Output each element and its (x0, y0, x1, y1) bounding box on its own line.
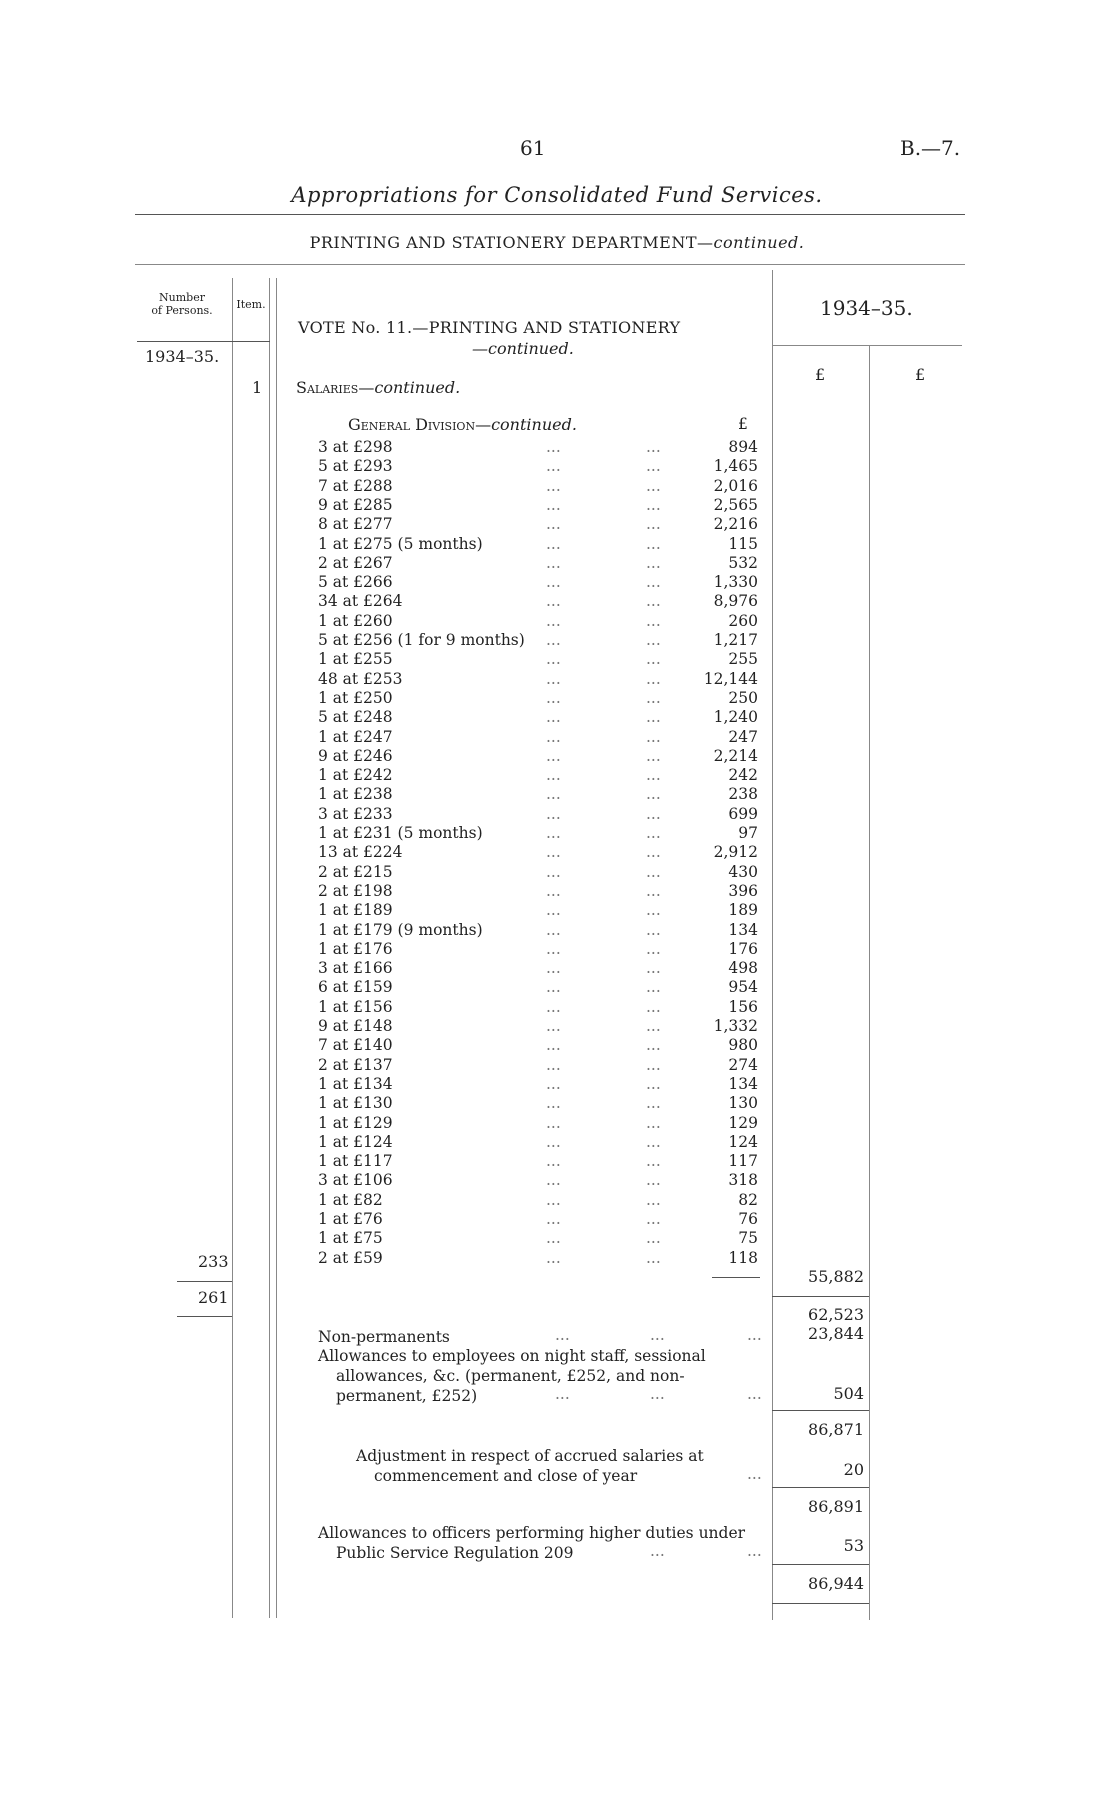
persons-total: 261 (198, 1288, 229, 1307)
salary-row-amount: 129 (728, 1113, 758, 1132)
salary-row-dots: ... (546, 650, 561, 669)
salary-row-description: 1 at £189 (318, 901, 393, 920)
salary-row-amount: 75 (738, 1229, 758, 1248)
salary-row-dots: ... (546, 1017, 561, 1035)
division-total: 55,882 (808, 1267, 864, 1286)
salary-row-dots: ... (546, 553, 561, 572)
salary-row-dots: ... (546, 573, 561, 592)
salary-row (318, 959, 758, 978)
salary-row-dots: ... (546, 1171, 561, 1190)
salary-row-amount: 134 (728, 920, 758, 939)
salary-row-dots: ... (646, 438, 661, 456)
salary-row-dots: ... (646, 669, 661, 688)
persons-subtotal-rule (177, 1281, 232, 1282)
salary-row-amount: 247 (728, 727, 758, 746)
salary-row (318, 554, 758, 573)
salary-row (318, 1229, 758, 1248)
salary-row-amount: 894 (728, 438, 758, 456)
salary-row-dots: ... (646, 1190, 661, 1209)
salary-row-amount: 134 (728, 1074, 758, 1093)
salary-row-dots: ... (546, 785, 561, 804)
salary-row-amount: 117 (728, 1152, 758, 1171)
salary-row-description: 1 at £242 (318, 766, 393, 785)
salary-row-dots: ... (646, 1210, 661, 1228)
salary-row-dots: ... (646, 1132, 661, 1151)
salary-row-description: 1 at £156 (318, 997, 393, 1016)
adjustment-line2: commencement and close of year (374, 1467, 638, 1485)
document-reference: B.—7. (900, 136, 961, 160)
salary-row-amount: 2,214 (713, 746, 758, 765)
pound-sign-column: £ (738, 415, 748, 433)
salary-row-dots: ... (546, 920, 561, 939)
salary-row-dots: ... (546, 457, 561, 476)
salary-row-dots: ... (646, 1113, 661, 1132)
salary-row-amount: 532 (728, 553, 758, 572)
salary-row-amount: 2,912 (713, 843, 758, 862)
vote-continued: —continued. (472, 339, 574, 358)
salary-row-dots: ... (546, 804, 561, 823)
salary-row-dots: ... (646, 1248, 661, 1267)
night-allowance-dots-2: ... (650, 1385, 665, 1403)
persons-year-header: 1934–35. (145, 347, 220, 366)
salary-row (318, 438, 758, 457)
higher-duties-dots: ... (650, 1542, 665, 1560)
salary-row-amount: 118 (728, 1248, 758, 1267)
salary-row (318, 670, 758, 689)
salary-row-dots: ... (646, 553, 661, 572)
salary-row (318, 1056, 758, 1075)
salary-row-amount: 1,465 (713, 457, 758, 476)
subtotal-2-rule (772, 1487, 869, 1488)
division-total-underline (772, 1296, 869, 1297)
adjustment-dots: ... (747, 1465, 762, 1483)
salary-row-dots: ... (646, 978, 661, 997)
salary-row-amount: 430 (728, 862, 758, 881)
salary-row-amount: 115 (728, 534, 758, 553)
salary-row-description: 5 at £293 (318, 457, 393, 476)
title-rule (135, 214, 965, 215)
salary-row (318, 650, 758, 669)
salary-row (318, 1152, 758, 1171)
salary-row-description: 1 at £124 (318, 1132, 393, 1151)
salary-row-description: 1 at £117 (318, 1152, 393, 1171)
salary-row (318, 1171, 758, 1190)
page-title: Appropriations for Consolidated Fund Services. (291, 183, 823, 207)
salary-row-description: 3 at £233 (318, 804, 393, 823)
salary-row-dots: ... (546, 534, 561, 553)
salary-row-dots: ... (646, 727, 661, 746)
salary-row-dots: ... (646, 688, 661, 707)
salary-row-description: 1 at £179 (9 months) (318, 920, 483, 939)
salary-row-dots: ... (546, 1074, 561, 1093)
salary-row-description: 7 at £288 (318, 476, 393, 495)
salary-row-dots: ... (646, 457, 661, 476)
salary-row (318, 496, 758, 515)
salary-row-amount: 2,216 (713, 515, 758, 534)
salary-row-description: 6 at £159 (318, 978, 393, 997)
salary-row-description: 1 at £260 (318, 611, 393, 630)
subtotal-1-rule (772, 1410, 869, 1411)
salary-row-dots: ... (646, 1017, 661, 1035)
salary-row (318, 766, 758, 785)
salary-row (318, 747, 758, 766)
salary-row-amount: 318 (728, 1171, 758, 1190)
salary-row-dots: ... (546, 1229, 561, 1248)
salary-row-dots: ... (646, 939, 661, 958)
salary-row-amount: 2,016 (713, 476, 758, 495)
salary-row-dots: ... (546, 1190, 561, 1209)
non-permanents-label: Non-permanents (318, 1328, 450, 1346)
salary-row-dots: ... (546, 476, 561, 495)
amount-year-header: 1934–35. (820, 296, 913, 320)
salary-row-dots: ... (546, 515, 561, 534)
salary-row-dots: ... (546, 824, 561, 842)
salary-row-amount: 274 (728, 1055, 758, 1074)
persons-total-rule (177, 1316, 232, 1317)
salary-row-dots: ... (546, 438, 561, 456)
salary-row (318, 457, 758, 476)
grand-total-underline (772, 1603, 869, 1604)
page-number: 61 (520, 136, 546, 160)
salary-row (318, 1114, 758, 1133)
subtotal-2: 86,891 (808, 1497, 864, 1516)
salary-row-dots: ... (546, 862, 561, 881)
subtotal-1: 86,871 (808, 1420, 864, 1439)
salary-row (318, 1191, 758, 1210)
salary-row-description: 9 at £285 (318, 495, 393, 514)
salary-row-description: 5 at £266 (318, 573, 393, 592)
pound-sign-right: £ (915, 365, 926, 384)
salary-row-dots: ... (546, 1210, 561, 1228)
salary-row (318, 901, 758, 920)
pound-sign-left: £ (815, 365, 826, 384)
salary-row-amount: 1,240 (713, 708, 758, 727)
salary-row-dots: ... (546, 1152, 561, 1171)
salary-row-dots: ... (646, 1074, 661, 1093)
salary-row-dots: ... (646, 843, 661, 862)
salary-row-amount: 1,332 (713, 1017, 758, 1035)
salary-row-amount: 242 (728, 766, 758, 785)
salary-row-dots: ... (546, 1132, 561, 1151)
salary-row-amount: 156 (728, 997, 758, 1016)
salary-row-amount: 498 (728, 959, 758, 978)
salary-row-dots: ... (546, 997, 561, 1016)
salary-row-dots: ... (546, 1094, 561, 1113)
salary-row-dots: ... (546, 727, 561, 746)
salary-row-amount: 176 (728, 939, 758, 958)
salary-row-dots: ... (646, 785, 661, 804)
salary-row-dots: ... (646, 708, 661, 727)
salary-row-description: 1 at £134 (318, 1074, 393, 1093)
salary-row-dots: ... (546, 1036, 561, 1055)
item-header: Item. (236, 298, 266, 311)
salary-row-dots: ... (546, 1055, 561, 1074)
salary-row-amount: 2,565 (713, 495, 758, 514)
night-allowance-dots: ... (555, 1385, 570, 1403)
salary-row-amount: 238 (728, 785, 758, 804)
salary-row-description: 9 at £246 (318, 746, 393, 765)
salary-row-dots: ... (646, 997, 661, 1016)
right-amount-column-rule (869, 345, 870, 1620)
salary-row-dots: ... (646, 746, 661, 765)
salary-row-dots: ... (646, 476, 661, 495)
salary-row-description: 3 at £298 (318, 438, 393, 456)
higher-duties-line2: Public Service Regulation 209 (336, 1544, 574, 1562)
salary-row-amount: 8,976 (713, 592, 758, 611)
salary-row (318, 1249, 758, 1268)
salary-row (318, 689, 758, 708)
salary-row-description: 1 at £247 (318, 727, 393, 746)
salary-row-dots: ... (646, 611, 661, 630)
number-of-persons-header: Number of Persons. (151, 291, 213, 317)
salary-row (318, 631, 758, 650)
salary-row-description: 1 at £129 (318, 1113, 393, 1132)
salary-row-description: 1 at £75 (318, 1229, 383, 1248)
salary-row-description: 2 at £215 (318, 862, 393, 881)
salary-row-dots: ... (646, 1171, 661, 1190)
salary-row-dots: ... (646, 1229, 661, 1248)
salary-row-description: 2 at £267 (318, 553, 393, 572)
salary-row-description: 1 at £255 (318, 650, 393, 669)
salary-row (318, 612, 758, 631)
persons-subtotal: 233 (198, 1252, 229, 1271)
salary-row-dots: ... (546, 843, 561, 862)
salary-row (318, 1094, 758, 1113)
salary-row-dots: ... (546, 631, 561, 649)
salary-row (318, 728, 758, 747)
salary-row (318, 843, 758, 862)
night-allowance-amount: 504 (833, 1384, 864, 1403)
salary-row-dots: ... (646, 650, 661, 669)
salary-row-amount: 1,330 (713, 573, 758, 592)
department-subtitle: PRINTING AND STATIONERY DEPARTMENT—continued. (309, 233, 805, 252)
salary-row-description: 3 at £166 (318, 959, 393, 978)
salary-row-amount: 954 (728, 978, 758, 997)
salary-row-dots: ... (546, 611, 561, 630)
salary-row-dots: ... (546, 708, 561, 727)
salary-row-description: 2 at £137 (318, 1055, 393, 1074)
salary-row-dots: ... (646, 1094, 661, 1113)
non-permanents-dots-2: ... (650, 1326, 665, 1344)
salary-row (318, 573, 758, 592)
night-allowance-line3: permanent, £252) (336, 1387, 478, 1405)
salary-row-description: 1 at £76 (318, 1210, 383, 1228)
amount-header-rule (772, 345, 962, 346)
salary-row-description: 1 at £250 (318, 688, 393, 707)
item-header-rule (232, 341, 270, 342)
salary-row-dots: ... (646, 959, 661, 978)
description-column-rule (276, 278, 277, 1618)
salary-row (318, 708, 758, 727)
adjustment-line1: Adjustment in respect of accrued salaries at (356, 1447, 704, 1465)
salary-row-amount: 189 (728, 901, 758, 920)
salary-row-dots: ... (646, 862, 661, 881)
salary-row-dots: ... (646, 573, 661, 592)
salary-row-dots: ... (546, 746, 561, 765)
salary-row-description: 1 at £130 (318, 1094, 393, 1113)
salary-row-dots: ... (646, 804, 661, 823)
grand-total-rule (772, 1564, 869, 1565)
salary-row (318, 805, 758, 824)
left-amount-column-rule (772, 270, 773, 1620)
salary-row-dots: ... (646, 515, 661, 534)
salary-row (318, 1210, 758, 1229)
salary-row-amount: 124 (728, 1132, 758, 1151)
salary-row (318, 1017, 758, 1036)
non-permanents-dots-3: ... (747, 1326, 762, 1344)
salary-row-dots: ... (646, 901, 661, 920)
salary-row-amount: 396 (728, 881, 758, 900)
salary-row (318, 1036, 758, 1055)
higher-duties-dots-2: ... (747, 1542, 762, 1560)
salary-row-description: 48 at £253 (318, 669, 403, 688)
night-allowance-line2: allowances, &c. (permanent, £252, and non- (336, 1367, 685, 1385)
subtitle-rule (135, 264, 965, 265)
salary-row (318, 515, 758, 534)
salary-row-description: 34 at £264 (318, 592, 403, 611)
salary-row-dots: ... (546, 1113, 561, 1132)
salary-row-dots: ... (646, 1055, 661, 1074)
salaries-total: 62,523 (808, 1305, 864, 1324)
salary-row (318, 824, 758, 843)
salary-row-dots: ... (646, 631, 661, 649)
non-permanents-amount: 23,844 (808, 1324, 864, 1343)
salary-row-description: 1 at £231 (5 months) (318, 824, 483, 842)
salary-row-amount: 97 (738, 824, 758, 842)
salary-row (318, 1075, 758, 1094)
salary-row-description: 1 at £82 (318, 1190, 383, 1209)
salary-row-dots: ... (546, 592, 561, 611)
salary-row-dots: ... (546, 959, 561, 978)
salary-row (318, 921, 758, 940)
salary-row-description: 2 at £59 (318, 1248, 383, 1267)
salary-row (318, 785, 758, 804)
division-total-rule (712, 1277, 760, 1278)
salary-row-amount: 130 (728, 1094, 758, 1113)
salary-row-amount: 12,144 (703, 669, 758, 688)
persons-header-rule (137, 341, 232, 342)
salary-row-amount: 250 (728, 688, 758, 707)
higher-duties-line1: Allowances to officers performing higher duties under (318, 1524, 746, 1542)
salary-row-dots: ... (546, 766, 561, 785)
grand-total: 86,944 (808, 1574, 864, 1593)
salary-row (318, 1133, 758, 1152)
salary-row (318, 940, 758, 959)
night-allowance-dots-3: ... (747, 1385, 762, 1403)
adjustment-amount: 20 (843, 1460, 864, 1479)
salary-row-dots: ... (646, 592, 661, 611)
salary-row-description: 2 at £198 (318, 881, 393, 900)
salary-row-amount: 76 (738, 1210, 758, 1228)
salary-row (318, 477, 758, 496)
non-permanents-dots: ... (555, 1326, 570, 1344)
salary-row-dots: ... (546, 669, 561, 688)
salary-row (318, 592, 758, 611)
salary-row-description: 1 at £176 (318, 939, 393, 958)
salary-row-amount: 699 (728, 804, 758, 823)
persons-column-rule (232, 278, 233, 1618)
salary-row-dots: ... (546, 1248, 561, 1267)
salary-row-dots: ... (546, 978, 561, 997)
salary-row-amount: 1,217 (713, 631, 758, 649)
item-column-rule (269, 278, 270, 1618)
salary-row-dots: ... (546, 901, 561, 920)
salary-row-description: 5 at £248 (318, 708, 393, 727)
salary-row-dots: ... (646, 824, 661, 842)
salary-row-dots: ... (646, 766, 661, 785)
salary-row (318, 535, 758, 554)
salary-row-description: 1 at £275 (5 months) (318, 534, 483, 553)
salary-row-dots: ... (646, 1036, 661, 1055)
salary-row-amount: 255 (728, 650, 758, 669)
salary-row-dots: ... (646, 920, 661, 939)
salary-row-dots: ... (646, 881, 661, 900)
salary-row-dots: ... (546, 939, 561, 958)
higher-duties-amount: 53 (843, 1536, 864, 1555)
item-number: 1 (252, 378, 263, 397)
salary-row (318, 998, 758, 1017)
salary-row-description: 9 at £148 (318, 1017, 393, 1035)
salary-row (318, 978, 758, 997)
salary-row-amount: 980 (728, 1036, 758, 1055)
salary-row-amount: 260 (728, 611, 758, 630)
salary-row-description: 1 at £238 (318, 785, 393, 804)
salary-row-amount: 82 (738, 1190, 758, 1209)
salary-row-dots: ... (546, 495, 561, 514)
vote-title: VOTE No. 11.—PRINTING AND STATIONERY (298, 318, 681, 337)
salary-row-description: 7 at £140 (318, 1036, 393, 1055)
general-division-heading: General Division—continued. (348, 415, 577, 434)
salary-row (318, 882, 758, 901)
salaries-heading: Salaries—continued. (296, 378, 461, 397)
night-allowance-line1: Allowances to employees on night staff, sessional (318, 1347, 706, 1365)
salary-row-description: 5 at £256 (1 for 9 months) (318, 631, 525, 649)
salary-row-description: 3 at £106 (318, 1171, 393, 1190)
salary-row-dots: ... (646, 495, 661, 514)
salary-row-dots: ... (546, 688, 561, 707)
salary-row (318, 863, 758, 882)
salary-row-description: 8 at £277 (318, 515, 393, 534)
salary-row-description: 13 at £224 (318, 843, 403, 862)
salary-row-dots: ... (646, 1152, 661, 1171)
salary-row-dots: ... (546, 881, 561, 900)
salary-row-dots: ... (646, 534, 661, 553)
